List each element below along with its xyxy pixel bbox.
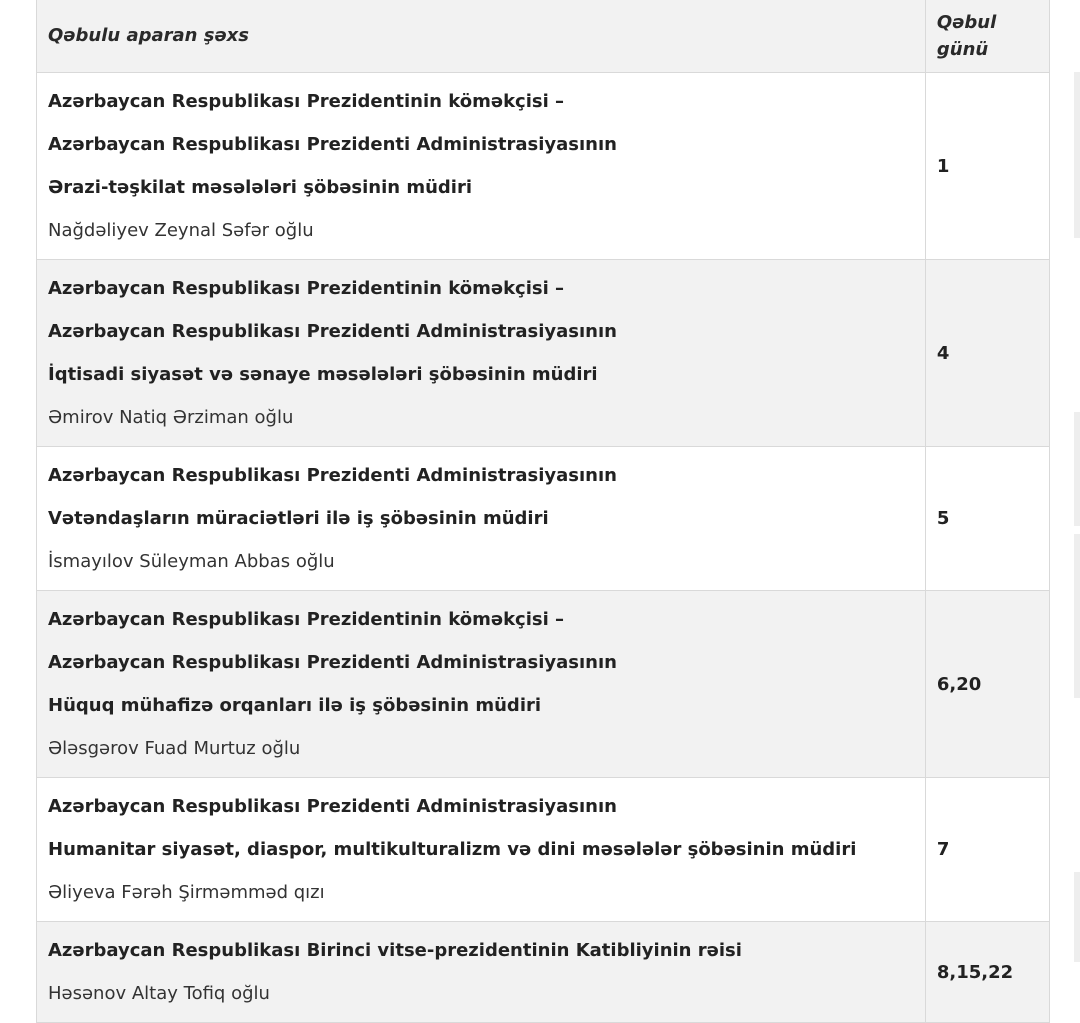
position-title-line: Azərbaycan Respublikası Prezidenti Administrasiyasının xyxy=(48,796,617,817)
edge-mark xyxy=(1074,872,1080,962)
reception-day-cell: 5 xyxy=(925,447,1049,591)
position-title-line: Humanitar siyasət, diaspor, multikulturalizm və dini məsələlər şöbəsinin müdiri xyxy=(48,839,857,860)
header-reception-day xyxy=(925,0,1049,73)
position-title-line: Azərbaycan Respublikası Prezidenti Administrasiyasının xyxy=(48,465,617,486)
reception-day-cell: 4 xyxy=(925,260,1049,447)
table-row xyxy=(37,778,1050,922)
position-title-line: Vətəndaşların müraciətləri ilə iş şöbəsinin müdiri xyxy=(48,508,549,529)
person-name: Həsənov Altay Tofiq oğlu xyxy=(48,983,270,1004)
person-cell xyxy=(37,447,926,591)
person-name: Əmirov Natiq Ərziman oğlu xyxy=(48,407,294,428)
edge-mark xyxy=(1074,412,1080,526)
person-cell xyxy=(37,922,926,1023)
table-row xyxy=(37,922,1050,1023)
position-title-line: Azərbaycan Respublikası Prezidentinin köməkçisi – xyxy=(48,91,565,112)
person-name: İsmayılov Süleyman Abbas oğlu xyxy=(48,551,335,572)
edge-mark xyxy=(1074,72,1080,238)
page-edge-marks xyxy=(1072,0,1080,964)
table-row xyxy=(37,447,1050,591)
header-person: Qəbulu aparan şəxs xyxy=(37,0,926,73)
position-title-line: İqtisadi siyasət və sənaye məsələləri şöbəsinin müdiri xyxy=(48,364,598,385)
position-title-line: Ərazi-təşkilat məsələləri şöbəsinin müdiri xyxy=(48,177,473,198)
reception-day-cell: 8,15,22 xyxy=(925,922,1049,1023)
table-row xyxy=(37,260,1050,447)
position-title-line: Azərbaycan Respublikası Prezidentinin köməkçisi – xyxy=(48,278,565,299)
header-day-line1: Qəbul xyxy=(936,11,997,33)
person-cell xyxy=(37,778,926,922)
person-name: Ələsgərov Fuad Murtuz oğlu xyxy=(48,738,301,759)
header-day-line2: günü xyxy=(936,38,989,60)
table-row xyxy=(37,591,1050,778)
reception-day-cell: 1 xyxy=(925,73,1049,260)
reception-day-cell: 6,20 xyxy=(925,591,1049,778)
position-title-line: Azərbaycan Respublikası Prezidentinin köməkçisi – xyxy=(48,609,565,630)
position-title-line: Azərbaycan Respublikası Prezidenti Administrasiyasının xyxy=(48,134,617,155)
table-body xyxy=(37,73,1050,1023)
person-cell xyxy=(37,260,926,447)
position-title-line: Azərbaycan Respublikası Birinci vitse-prezidentinin Katibliyinin rəisi xyxy=(48,940,742,961)
position-title-line: Hüquq mühafizə orqanları ilə iş şöbəsinin müdiri xyxy=(48,695,542,716)
person-cell xyxy=(37,591,926,778)
position-title-line: Azərbaycan Respublikası Prezidenti Administrasiyasının xyxy=(48,321,617,342)
person-name: Əliyeva Fərəh Şirməmməd qızı xyxy=(48,882,325,903)
position-title-line: Azərbaycan Respublikası Prezidenti Administrasiyasının xyxy=(48,652,617,673)
reception-schedule-table-wrapper xyxy=(36,0,1050,1023)
edge-mark xyxy=(1074,534,1080,698)
person-cell xyxy=(37,73,926,260)
table-header-row xyxy=(37,0,1050,73)
reception-day-cell: 7 xyxy=(925,778,1049,922)
person-name: Nağdəliyev Zeynal Səfər oğlu xyxy=(48,220,314,241)
table-row xyxy=(37,73,1050,260)
reception-schedule-table xyxy=(36,0,1050,1023)
